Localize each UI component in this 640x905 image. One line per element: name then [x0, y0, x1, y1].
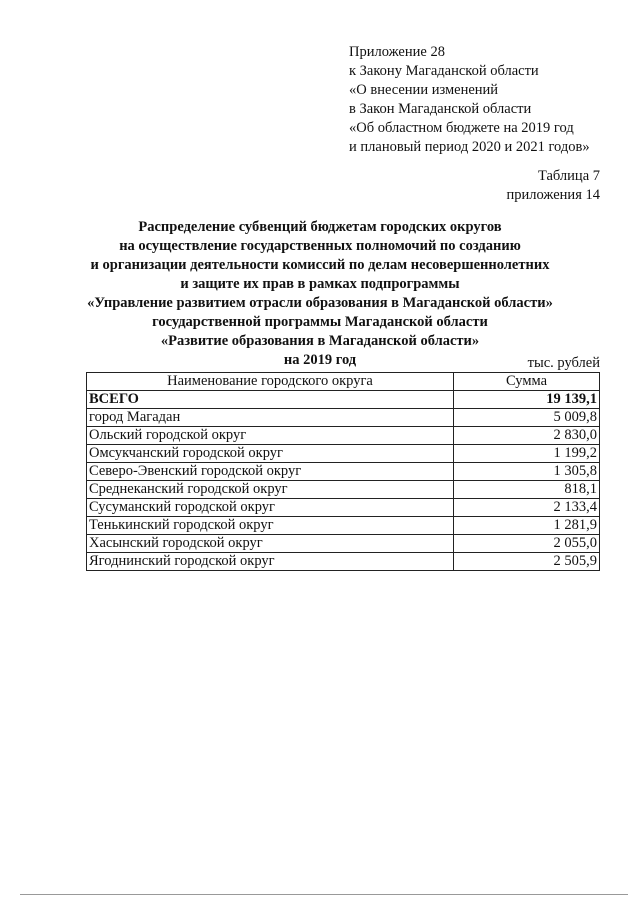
title-line: Распределение субвенций бюджетам городских округов: [138, 219, 502, 235]
page-bottom-divider: [20, 894, 628, 895]
table-number: Таблица 7: [537, 168, 600, 184]
table-row: [87, 427, 600, 445]
appendix-header: [349, 43, 590, 157]
appendix-header-line: к Закону Магаданской области: [349, 63, 539, 79]
appendix-header-line: и плановый период 2020 и 2021 годов»: [349, 139, 590, 155]
column-header-amount: Сумма: [454, 373, 600, 391]
district-name: город Магадан: [87, 409, 454, 427]
title-line: «Управление развитием отрасли образования в Магаданской области»: [87, 295, 553, 311]
table-header-row: [87, 373, 600, 391]
table-row: [87, 481, 600, 499]
district-name: Хасынский городской округ: [87, 535, 454, 553]
district-amount: 1 199,2: [454, 445, 600, 463]
appendix-header-line: «Об областном бюджете на 2019 год: [349, 120, 574, 136]
units-label: тыс. рублей: [527, 355, 600, 371]
title-line: государственной программы Магаданской области: [152, 314, 488, 330]
appendix-header-line: «О внесении изменений: [349, 82, 499, 98]
table-row: [87, 517, 600, 535]
district-name: Сусуманский городской округ: [87, 499, 454, 517]
district-amount: 5 009,8: [454, 409, 600, 427]
district-name: Тенькинский городской округ: [87, 517, 454, 535]
district-name: Ольский городской округ: [87, 427, 454, 445]
table-row: [87, 553, 600, 571]
title-line: на 2019 год: [283, 352, 357, 368]
title-line: и защите их прав в рамках подпрограммы: [180, 276, 460, 292]
title-line: «Развитие образования в Магаданской области»: [160, 333, 480, 349]
table-row: [87, 463, 600, 481]
table-appendix-ref: приложения 14: [506, 187, 600, 203]
district-amount: 2 830,0: [454, 427, 600, 445]
district-amount: 1 305,8: [454, 463, 600, 481]
district-name: Северо-Эвенский городской округ: [87, 463, 454, 481]
table-row: [87, 445, 600, 463]
appendix-header-line: Приложение 28: [349, 44, 445, 60]
district-name: Ягоднинский городской округ: [87, 553, 454, 571]
document-title: [60, 218, 580, 370]
district-amount: 818,1: [454, 481, 600, 499]
table-row: [87, 409, 600, 427]
district-name: Среднеканский городской округ: [87, 481, 454, 499]
district-amount: 2 133,4: [454, 499, 600, 517]
district-amount: 1 281,9: [454, 517, 600, 535]
total-amount: 19 139,1: [454, 391, 600, 409]
table-row: [87, 535, 600, 553]
table-reference: [507, 167, 600, 205]
title-line: на осуществление государственных полномочий по созданию: [119, 238, 521, 254]
table-row: [87, 499, 600, 517]
appendix-header-line: в Закон Магаданской области: [349, 101, 532, 117]
district-name: Омсукчанский городской округ: [87, 445, 454, 463]
subvention-table: [86, 372, 600, 571]
district-amount: 2 505,9: [454, 553, 600, 571]
table-total-row: [87, 391, 600, 409]
district-amount: 2 055,0: [454, 535, 600, 553]
total-label: ВСЕГО: [87, 391, 454, 409]
column-header-name: Наименование городского округа: [87, 373, 454, 391]
title-line: и организации деятельности комиссий по делам несовершеннолетних: [90, 257, 550, 273]
